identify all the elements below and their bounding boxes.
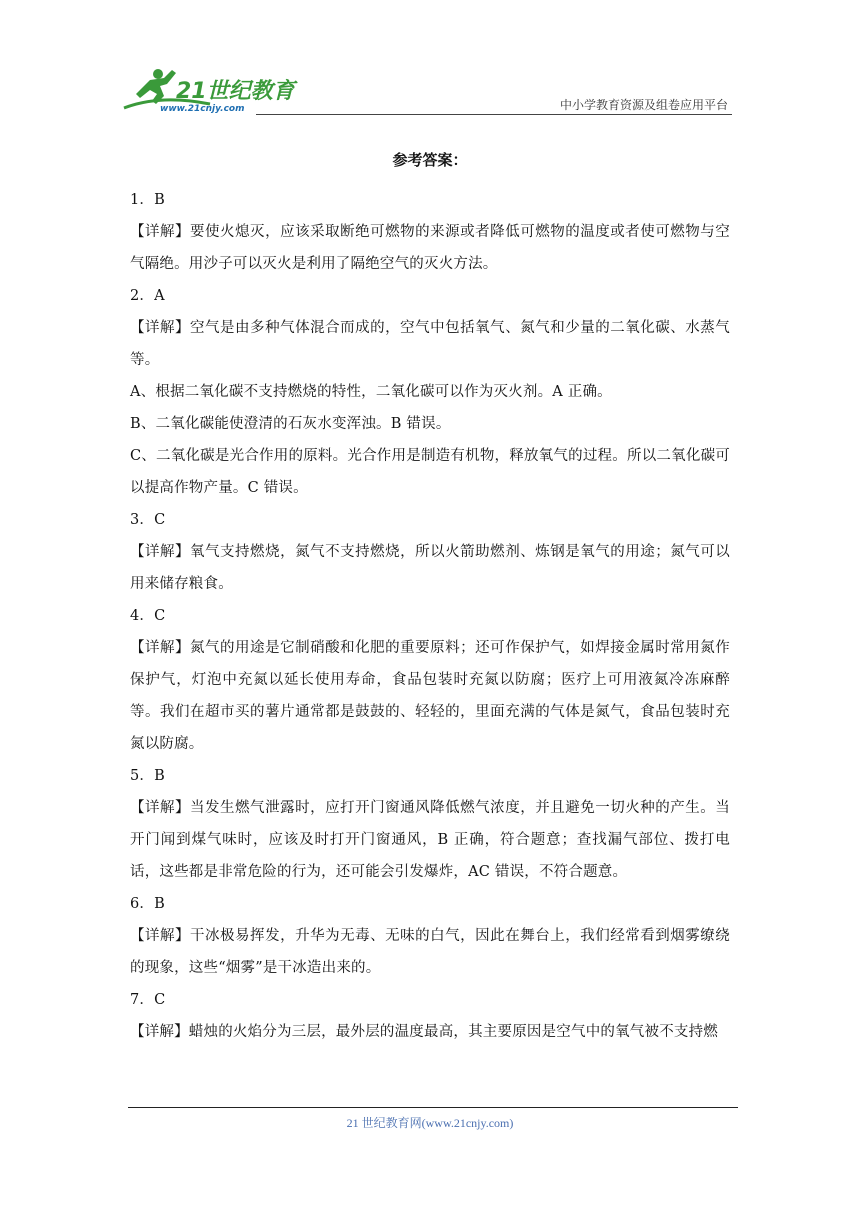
header-divider (256, 114, 732, 115)
answer-explanation: 【详解】空气是由多种气体混合而成的，空气中包括氧气、氮气和少量的二氧化碳、水蒸气等。 (130, 320, 730, 368)
answer-explanation: 【详解】氮气的用途是它制硝酸和化肥的重要原料；还可作保护气，如焊接金属时常用氮作保护气，灯泡中充氮以延长使用寿命，食品包装时充氮以防腐；医疗上可用液氮冷冻麻醉等。我们在超市买的薯片通常都是鼓鼓的、轻轻的，里面充满的气体是氮气，食品包装时充氮以防腐。 (130, 640, 730, 752)
answer-explanation: C、二氧化碳是光合作用的原料。光合作用是制造有机物，释放氧气的过程。所以二氧化碳可以提高作物产量。C 错误。 (130, 448, 730, 496)
logo-text: 21世纪教育 (176, 79, 295, 104)
answer-number: 4．C (130, 608, 166, 624)
logo-url-text: www.21cnjy.com (160, 104, 245, 114)
footer-text: 21 世纪教育网(www.21cnjy.com) (346, 1116, 514, 1130)
logo (120, 64, 300, 114)
answer-number: 1．B (130, 192, 165, 208)
answer-number: 6．B (130, 896, 165, 912)
answer-explanation: 【详解】蜡烛的火焰分为三层，最外层的温度最高，其主要原因是空气中的氧气被不支持燃 (130, 1024, 718, 1040)
footer-divider (128, 1107, 738, 1108)
page-header (120, 64, 732, 118)
answer-explanation: 【详解】当发生燃气泄露时，应打开门窗通风降低燃气浓度，并且避免一切火种的产生。当开门闻到煤气味时，应该及时打开门窗通风，B 正确，符合题意；查找漏气部位、拨打电话，这些都是非常危险的行为，还可能会引发爆炸，AC 错误，不符合题意。 (130, 800, 730, 880)
answer-explanation: A、根据二氧化碳不支持燃烧的特性，二氧化碳可以作为灭火剂。A 正确。 (130, 384, 612, 400)
answer-explanation: 【详解】要使火熄灭，应该采取断绝可燃物的来源或者降低可燃物的温度或者使可燃物与空气隔绝。用沙子可以灭火是利用了隔绝空气的灭火方法。 (130, 224, 730, 272)
answer-number: 2．A (130, 288, 165, 304)
page-title: 参考答案： (392, 151, 468, 169)
answer-number: 3．C (130, 512, 166, 528)
answer-number: 7．C (130, 992, 166, 1008)
answer-explanation: B、二氧化碳能使澄清的石灰水变浑浊。B 错误。 (130, 416, 451, 432)
answer-number: 5．B (130, 768, 165, 784)
answer-content (130, 150, 730, 1048)
answer-explanation: 【详解】氧气支持燃烧，氮气不支持燃烧，所以火箭助燃剂、炼钢是氧气的用途；氮气可以用来储存粮食。 (130, 544, 730, 592)
logo-runner-head (153, 69, 163, 79)
answer-explanation: 【详解】干冰极易挥发，升华为无毒、无味的白气，因此在舞台上，我们经常看到烟雾缭绕的现象，这些“烟雾”是干冰造出来的。 (130, 928, 730, 976)
platform-name: 中小学教育资源及组卷应用平台 (559, 98, 728, 112)
